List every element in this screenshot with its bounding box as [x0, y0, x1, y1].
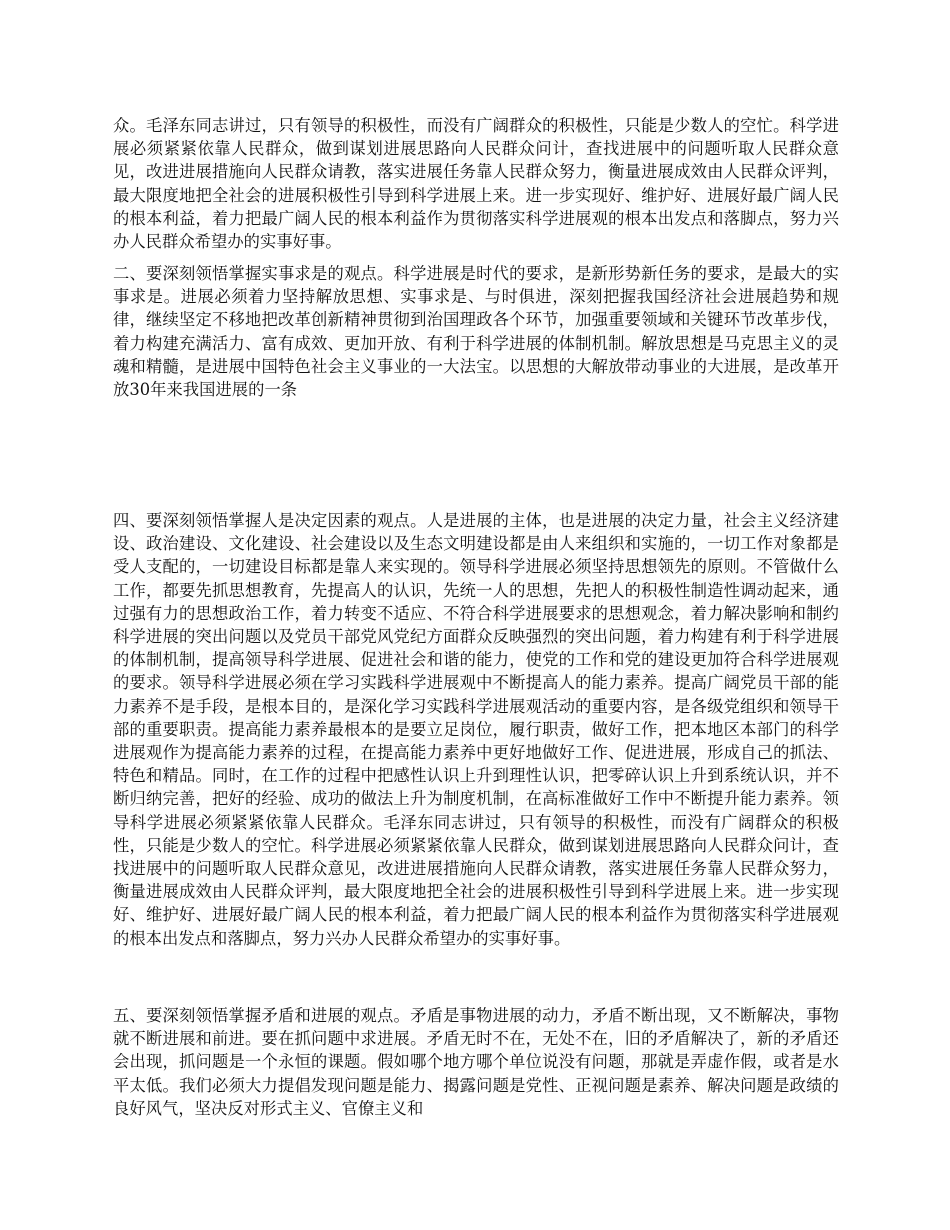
paragraph-section-four-people-decisive: 四、要深刻领悟掌握人是决定因素的观点。人是进展的主体，也是进展的决定力量，社会主义经济建设、政治建设、文化建设、社会建设以及生态文明建设都是由人来组织和实施的，一切工作对象都是受人支配的，一切建设目标都是靠人来实现的。领导科学进展必须坚持思想领先的原则。不管做什么工作，都要先抓思想教育，先提高人的认识，先统一人的思想，先把人的积极性制造性调动起来，通过强有力的思想政治工作，着力转变不适应、不符合科学进展要求的思想观念，着力解决影响和制约科学进展的突出问题以及党员干部党风党纪方面群众反映强烈的突出问题，着力构建有利于科学进展的体制机制，提高领导科学进展、促进社会和谐的能力，使党的工作和党的建设更加符合科学进展观的要求。领导科学进展必须在学习实践科学进展观中不断提高人的能力素养。提高广阔党员干部的能力素养不是手段，是根本目的，是深化学习实践科学进展观活动的重要内容，是各级党组织和领导干部的重要职责。提高能力素养最根本的是要立足岗位，履行职责，做好工作，把本地区本部门的科学进展观作为提高能力素养的过程，在提高能力素养中更好地做好工作、促进进展，形成自己的抓法、特色和精品。同时，在工作的过程中把感性认识上升到理性认识，把零碎认识上升到系统认识，并不断归纳完善，把好的经验、成功的做法上升为制度机制，在高标准做好工作中不断提升能力素养。领导科学进展必须紧紧依靠人民群众。毛泽东同志讲过，只有领导的积极性，而没有广阔群众的积极性，只能是少数人的空忙。科学进展必须紧紧依靠人民群众，做到谋划进展思路向人民群众问计，查找进展中的问题听取人民群众意见，改进进展措施向人民群众请教，落实进展任务靠人民群众努力，衡量进展成效由人民群众评判，最大限度地把全社会的进展积极性引导到科学进展上来。进一步实现好、维护好、进展好最广阔人民的根本利益，着力把最广阔人民的根本利益作为贯彻落实科学进展观的根本出发点和落脚点，努力兴办人民群众希望办的实事好事。: [113, 511, 839, 948]
paragraph-section-two-seeking-truth: 二、要深刻领悟掌握实事求是的观点。科学进展是时代的要求，是新形势新任务的要求，是最大的实事求是。进展必须着力坚持解放思想、实事求是、与时俱进，深刻把握我国经济社会进展趋势和规律，继续坚定不移地把改革创新精神贯彻到治国理政各个环节，加强重要领域和关键环节改革步伐，着力构建充满活力、富有成效、更加开放、有利于科学进展的体制机制。解放思想是马克思主义的灵魂和精髓，是进展中国特色社会主义事业的一大法宝。以思想的大解放带动事业的大进展，是改革开放30年来我国进展的一条: [113, 264, 839, 400]
paragraph-continuation-mass-line: 众。毛泽东同志讲过，只有领导的积极性，而没有广阔群众的积极性，只能是少数人的空忙。科学进展必须紧紧依靠人民群众，做到谋划进展思路向人民群众问计，查找进展中的问题听取人民群众意见，改进进展措施向人民群众请教，落实进展任务靠人民群众努力，衡量进展成效由人民群众评判，最大限度地把全社会的进展积极性引导到科学进展上来。进一步实现好、维护好、进展好最广阔人民的根本利益，着力把最广阔人民的根本利益作为贯彻落实科学进展观的根本出发点和落脚点，努力兴办人民群众希望办的实事好事。: [113, 116, 839, 252]
paragraph-section-five-contradiction: 五、要深刻领悟掌握矛盾和进展的观点。矛盾是事物进展的动力，矛盾不断出现，又不断解决，事物就不断进展和前进。要在抓问题中求进展。矛盾无时不在，无处不在，旧的矛盾解决了，新的矛盾还会出现，抓问题是一个永恒的课题。假如哪个地方哪个单位说没有问题，那就是弄虚作假，或者是水平太低。我们必须大力提倡发现问题是能力、揭露问题是党性、正视问题是素养、解决问题是政绩的良好风气，坚决反对形式主义、官僚主义和: [113, 1006, 839, 1118]
